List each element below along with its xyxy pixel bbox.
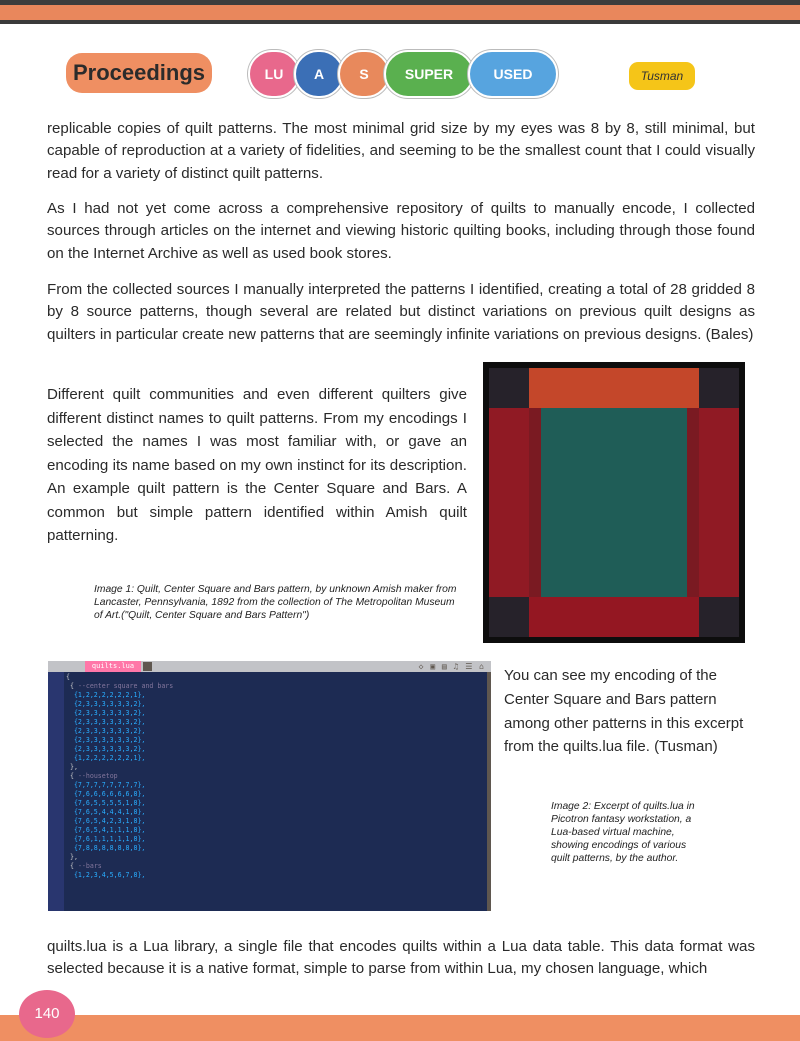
paragraph-3: From the collected sources I manually interpreted the patterns I identified, creating a total of 28 gridded 8 by 8 source patterns, though several are related but distinct variations on previous quilt designs as quilters in particular create new patterns that are seemingly infinite variations on previous designs. (Bales) <box>47 281 755 343</box>
paragraph-5: You can see my encoding of the Center Square and Bars pattern among other patterns in this excerpt from the quilts.lua file. (Tusman) <box>504 667 744 756</box>
image1-caption: Image 1: Quilt, Center Square and Bars pattern, by unknown Amish maker from Lancaster, Pennsylvania, 1892 from the collection of The Metropolitan Museum of Art.("Quilt, Center Square and Bars Pattern") <box>94 584 457 621</box>
conference-logo: LU A S SUPER USED <box>248 50 558 98</box>
editor-scrollbar <box>487 672 491 911</box>
footer-banner <box>0 1015 800 1041</box>
paragraph-2: As I had not yet come across a comprehensive repository of quilts to manually encode, I collected sources through articles on the internet and viewing historic quilting books, including through those found on the Internet Archive as well as used book stores. <box>47 200 755 262</box>
image2-caption: Image 2: Excerpt of quilts.lua in Picotron fantasy workstation, a Lua-based virtual machine, showing encodings of various quilt patterns, by the author. <box>551 801 695 864</box>
paragraph-1: replicable copies of quilt patterns. The most minimal grid size by my eyes was 8 by 8, still minimal, but capable of reproduction at a variety of fidelities, and seeming to be the smallest count that I could visually read for a variety of distinct quilt patterns. <box>47 120 755 182</box>
paragraph-4: Different quilt communities and even different quilters give different distinct names to quilt patterns. From my encodings I selected the names I was most familiar with, or gave an encoding its name based on my own instinct for its description. An example quilt pattern is the Center Square and Bars. A common but simple pattern identified within Amish quilt patterning. <box>47 386 467 544</box>
code-editor-screenshot <box>48 661 491 911</box>
page-number: 140 <box>19 990 75 1038</box>
top-banner-line <box>0 20 800 24</box>
editor-tab-add-icon <box>143 662 152 671</box>
editor-line-gutter <box>48 672 64 911</box>
paragraph-6: quilts.lua is a Lua library, a single file that encodes quilts within a Lua data table. This data format was selected because it is a native format, simple to parse from within Lua, my chosen language, which <box>47 938 755 978</box>
editor-toolbar-icons: ◇ ▣ ▤ ♫ ☰ ⌂ <box>418 662 485 671</box>
proceedings-logo: Proceedings <box>66 53 212 93</box>
top-banner-edge <box>0 0 800 5</box>
editor-code: { { --center square and bars {1,2,2,2,2,2,2,1}, {2,3,3,3,3,3,3,2}, {2,3,3,3,3,3,3,2}, {2,3,3,3,3,3,3,2}, {2,3,3,3,3,3,3,2}, {2,3,3,3,3,3,3,2}, {2,3,3,3,3,3,3,2}, {1,2,2,2,2,2,2,1}, }, { --housetop {7,7,7,7,7,7,7,7}, {7,6,6,6,6,6,6,8}, {7,6,5,5,5,5,1,8}, {7,6,5,4,4,4,1,8}, {7,6,5,4,2,3,1,8}, {7,6,5,4,1,1,1,8}, {7,6,1,1,1,1,1,8}, {7,8,8,8,8,8,8,8}, }, { --bars {1,2,3,4,5,6,7,8}, <box>66 673 174 879</box>
author-tag: Tusman <box>629 62 695 90</box>
editor-tab: quilts.lua <box>85 661 141 672</box>
quilt-image <box>483 362 745 643</box>
